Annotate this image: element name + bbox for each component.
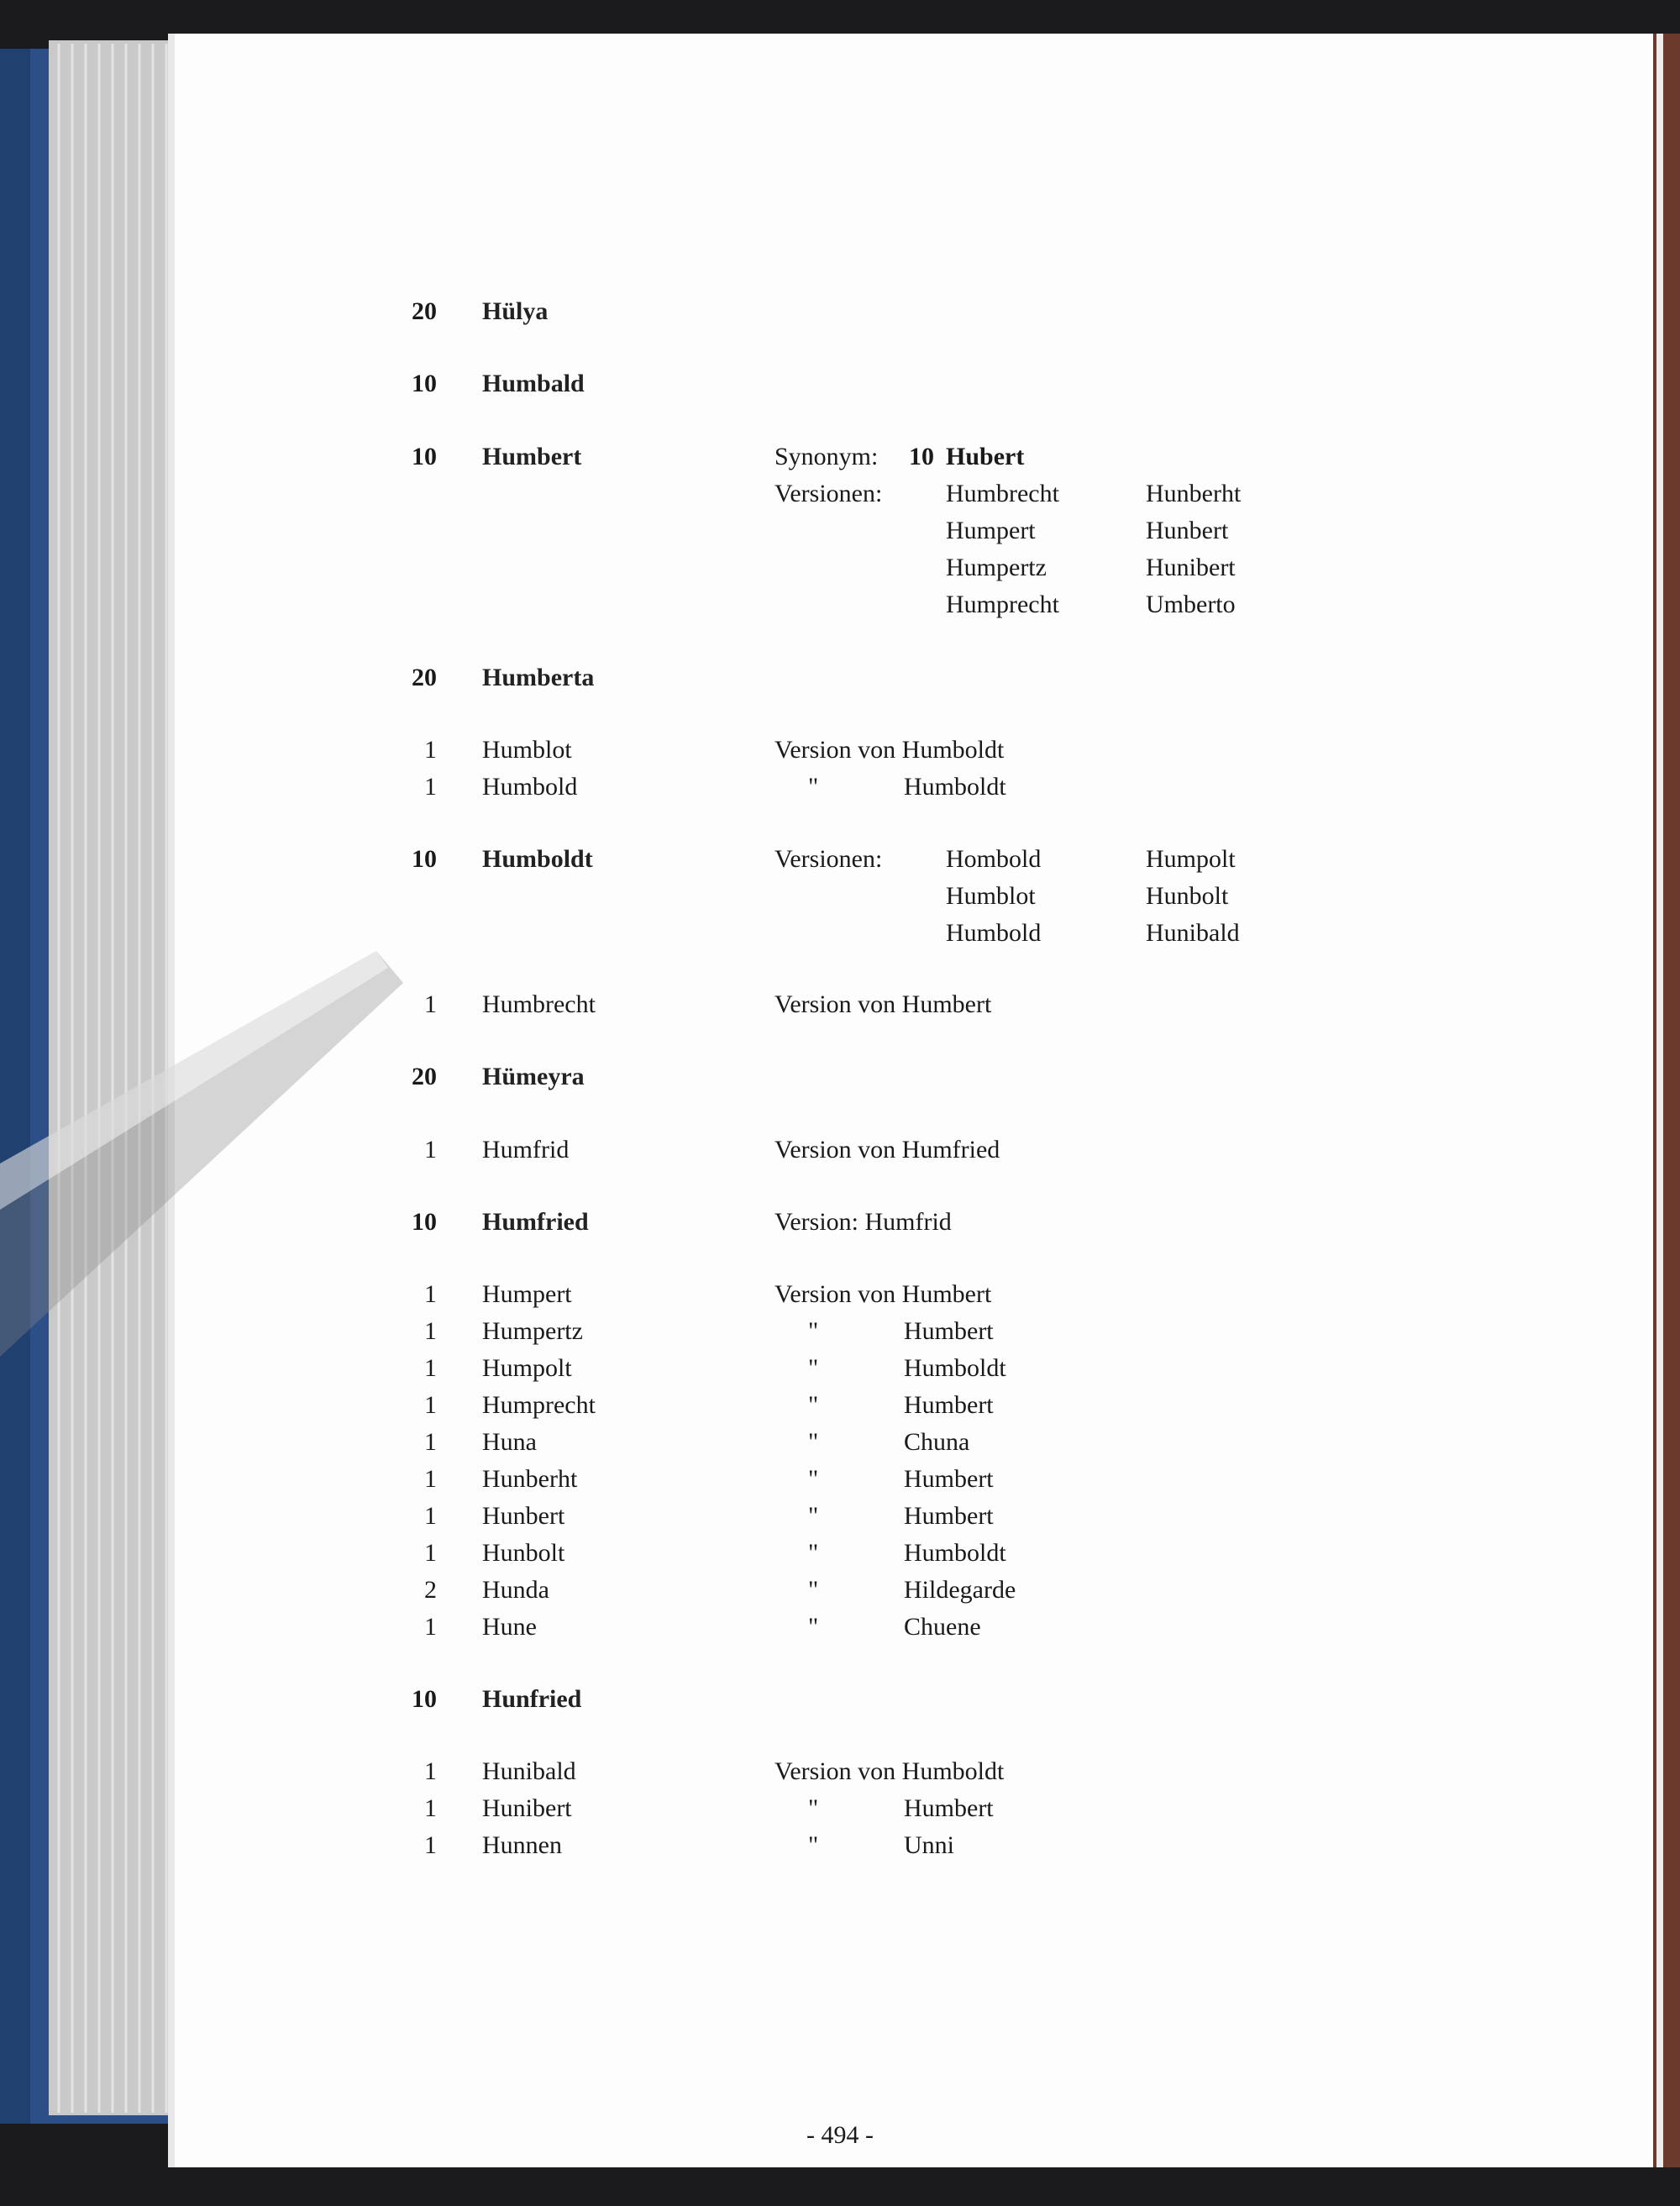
- entry-note: Version von Humbert: [774, 1280, 992, 1308]
- entry-name: Hunibert: [482, 1794, 572, 1822]
- entry-row: [0, 439, 1680, 475]
- entry-variant: Hunibald: [1146, 919, 1240, 947]
- entry-variant: 10: [909, 443, 934, 470]
- entry-number: 1: [424, 1280, 437, 1308]
- entry-row: [0, 732, 1680, 769]
- entry-row: [0, 1827, 1680, 1864]
- entry-row: [0, 1681, 1680, 1718]
- entry-name: Huna: [482, 1428, 537, 1456]
- entry-name: Hunnen: [482, 1831, 562, 1859]
- entry-variant: Humpert: [946, 517, 1036, 544]
- entry-name: Hunbolt: [482, 1539, 565, 1567]
- entry-name: Hune: [482, 1613, 537, 1641]
- entry-name: Hunibald: [482, 1757, 576, 1785]
- entry-variant: Hunbolt: [1146, 882, 1229, 910]
- entry-variant: Chuene: [904, 1613, 981, 1641]
- entry-name: Humblot: [482, 736, 572, 764]
- entry-name: Hülya: [482, 297, 549, 325]
- entry-variant: Humbert: [904, 1794, 994, 1822]
- entry-number: 1: [424, 1317, 437, 1345]
- entry-row: [0, 1424, 1680, 1461]
- entry-row: [0, 1276, 1680, 1313]
- entry-note: Synonym:: [774, 443, 879, 470]
- entry-variant: Hunbert: [1146, 517, 1229, 544]
- entry-variant: Humbert: [904, 1317, 994, 1345]
- entry-variant: Hunberht: [1146, 480, 1242, 507]
- entry-name: Humbert: [482, 443, 582, 470]
- entry-name: Humbold: [482, 773, 578, 801]
- entry-note: Versionen:: [774, 480, 883, 507]
- entry-number: 1: [424, 1794, 437, 1822]
- entry-number: 20: [412, 664, 437, 691]
- entry-note: Version von Humboldt: [774, 736, 1005, 764]
- entry-name: Humprecht: [482, 1391, 596, 1419]
- ditto-mark: ": [808, 1794, 819, 1822]
- entry-note: Version: Humfrid: [774, 1208, 952, 1236]
- entry-row: [0, 1313, 1680, 1350]
- entry-note: Version von Humboldt: [774, 1757, 1005, 1785]
- entry-number: 1: [424, 1428, 437, 1456]
- entry-number: 10: [412, 443, 437, 470]
- entry-name: Hümeyra: [482, 1063, 585, 1090]
- entry-number: 1: [424, 1465, 437, 1493]
- entry-number: 1: [424, 1831, 437, 1859]
- entry-row: [0, 1535, 1680, 1572]
- ditto-mark: ": [808, 1831, 819, 1859]
- entry-name: Humfrid: [482, 1136, 570, 1163]
- entry-row: [0, 1461, 1680, 1498]
- entry-number: 1: [424, 990, 437, 1018]
- entry-number: 1: [424, 1757, 437, 1785]
- entry-note: Version von Humfried: [774, 1136, 1000, 1163]
- ditto-mark: ": [808, 1354, 819, 1382]
- entry-variant: Humbrecht: [946, 480, 1059, 507]
- entry-variant: Humbert: [904, 1502, 994, 1530]
- entry-variant: Humboldt: [904, 1354, 1006, 1382]
- entry-row: [0, 986, 1680, 1023]
- entry-variant: Humboldt: [904, 773, 1006, 801]
- ditto-mark: ": [808, 1465, 819, 1493]
- entry-name: Hunda: [482, 1576, 549, 1604]
- entry-row: [0, 1058, 1680, 1095]
- entry-name: Humpertz: [482, 1317, 583, 1345]
- entry-number: 10: [412, 370, 437, 397]
- entry-name: Hunfried: [482, 1685, 582, 1713]
- entry-number: 1: [424, 1391, 437, 1419]
- entry-row: [0, 841, 1680, 878]
- entry-row: [0, 769, 1680, 806]
- entry-name: Hunbert: [482, 1502, 565, 1530]
- entry-row: [0, 1572, 1680, 1609]
- ditto-mark: ": [808, 773, 819, 801]
- ditto-mark: ": [808, 1391, 819, 1419]
- entry-row: [0, 1609, 1680, 1646]
- entry-number: 1: [424, 1613, 437, 1641]
- entry-name: Humboldt: [482, 845, 593, 873]
- entry-name: Humberta: [482, 664, 595, 691]
- entry-row: [0, 878, 1680, 915]
- entry-row: [0, 1132, 1680, 1169]
- entry-number: 20: [412, 1063, 437, 1090]
- entry-variant: Humbert: [904, 1391, 994, 1419]
- entry-number: 1: [424, 773, 437, 801]
- entry-row: [0, 659, 1680, 696]
- entry-row: [0, 549, 1680, 586]
- entry-row: [0, 915, 1680, 952]
- entry-name: Humpert: [482, 1280, 572, 1308]
- entry-number: 2: [424, 1576, 437, 1604]
- entry-name: Hunberht: [482, 1465, 578, 1493]
- entry-number: 20: [412, 297, 437, 325]
- entry-row: [0, 1498, 1680, 1535]
- entry-number: 1: [424, 736, 437, 764]
- ditto-mark: ": [808, 1317, 819, 1345]
- ditto-mark: ": [808, 1613, 819, 1641]
- entry-row: [0, 1790, 1680, 1827]
- entry-row: [0, 1204, 1680, 1241]
- entry-variant: Hubert: [946, 443, 1025, 470]
- ditto-mark: ": [808, 1576, 819, 1604]
- entry-variant: Hunibert: [1146, 554, 1236, 581]
- entry-number: 1: [424, 1539, 437, 1567]
- entry-variant: Humprecht: [946, 591, 1059, 618]
- entry-variant: Humbert: [904, 1465, 994, 1493]
- ditto-mark: ": [808, 1428, 819, 1456]
- entry-variant: Hombold: [946, 845, 1042, 873]
- entry-number: 1: [424, 1354, 437, 1382]
- entry-name: Humpolt: [482, 1354, 572, 1382]
- entry-variant: Chuna: [904, 1428, 970, 1456]
- entry-row: [0, 475, 1680, 512]
- entry-number: 1: [424, 1136, 437, 1163]
- ditto-mark: ": [808, 1502, 819, 1530]
- page-number: - 494 -: [806, 2121, 874, 2149]
- entry-number: 1: [424, 1502, 437, 1530]
- entry-row: [0, 586, 1680, 623]
- entry-number: 10: [412, 845, 437, 873]
- entry-row: [0, 1387, 1680, 1424]
- entry-name: Humbald: [482, 370, 585, 397]
- entry-variant: Humpolt: [1146, 845, 1236, 873]
- entry-note: Versionen:: [774, 845, 883, 873]
- entry-variant: Hildegarde: [904, 1576, 1016, 1604]
- entry-variant: Humbold: [946, 919, 1042, 947]
- entry-note: Version von Humbert: [774, 990, 992, 1018]
- entry-row: [0, 512, 1680, 549]
- entry-row: [0, 293, 1680, 330]
- entry-name: Humbrecht: [482, 990, 596, 1018]
- entry-variant: Humpertz: [946, 554, 1047, 581]
- entry-row: [0, 365, 1680, 402]
- entry-variant: Umberto: [1146, 591, 1236, 618]
- entry-name: Humfried: [482, 1208, 589, 1236]
- ditto-mark: ": [808, 1539, 819, 1567]
- entry-number: 10: [412, 1685, 437, 1713]
- entry-number: 10: [412, 1208, 437, 1236]
- entry-variant: Unni: [904, 1831, 954, 1859]
- entry-row: [0, 1753, 1680, 1790]
- entry-variant: Humblot: [946, 882, 1036, 910]
- entry-variant: Humboldt: [904, 1539, 1006, 1567]
- entry-row: [0, 1350, 1680, 1387]
